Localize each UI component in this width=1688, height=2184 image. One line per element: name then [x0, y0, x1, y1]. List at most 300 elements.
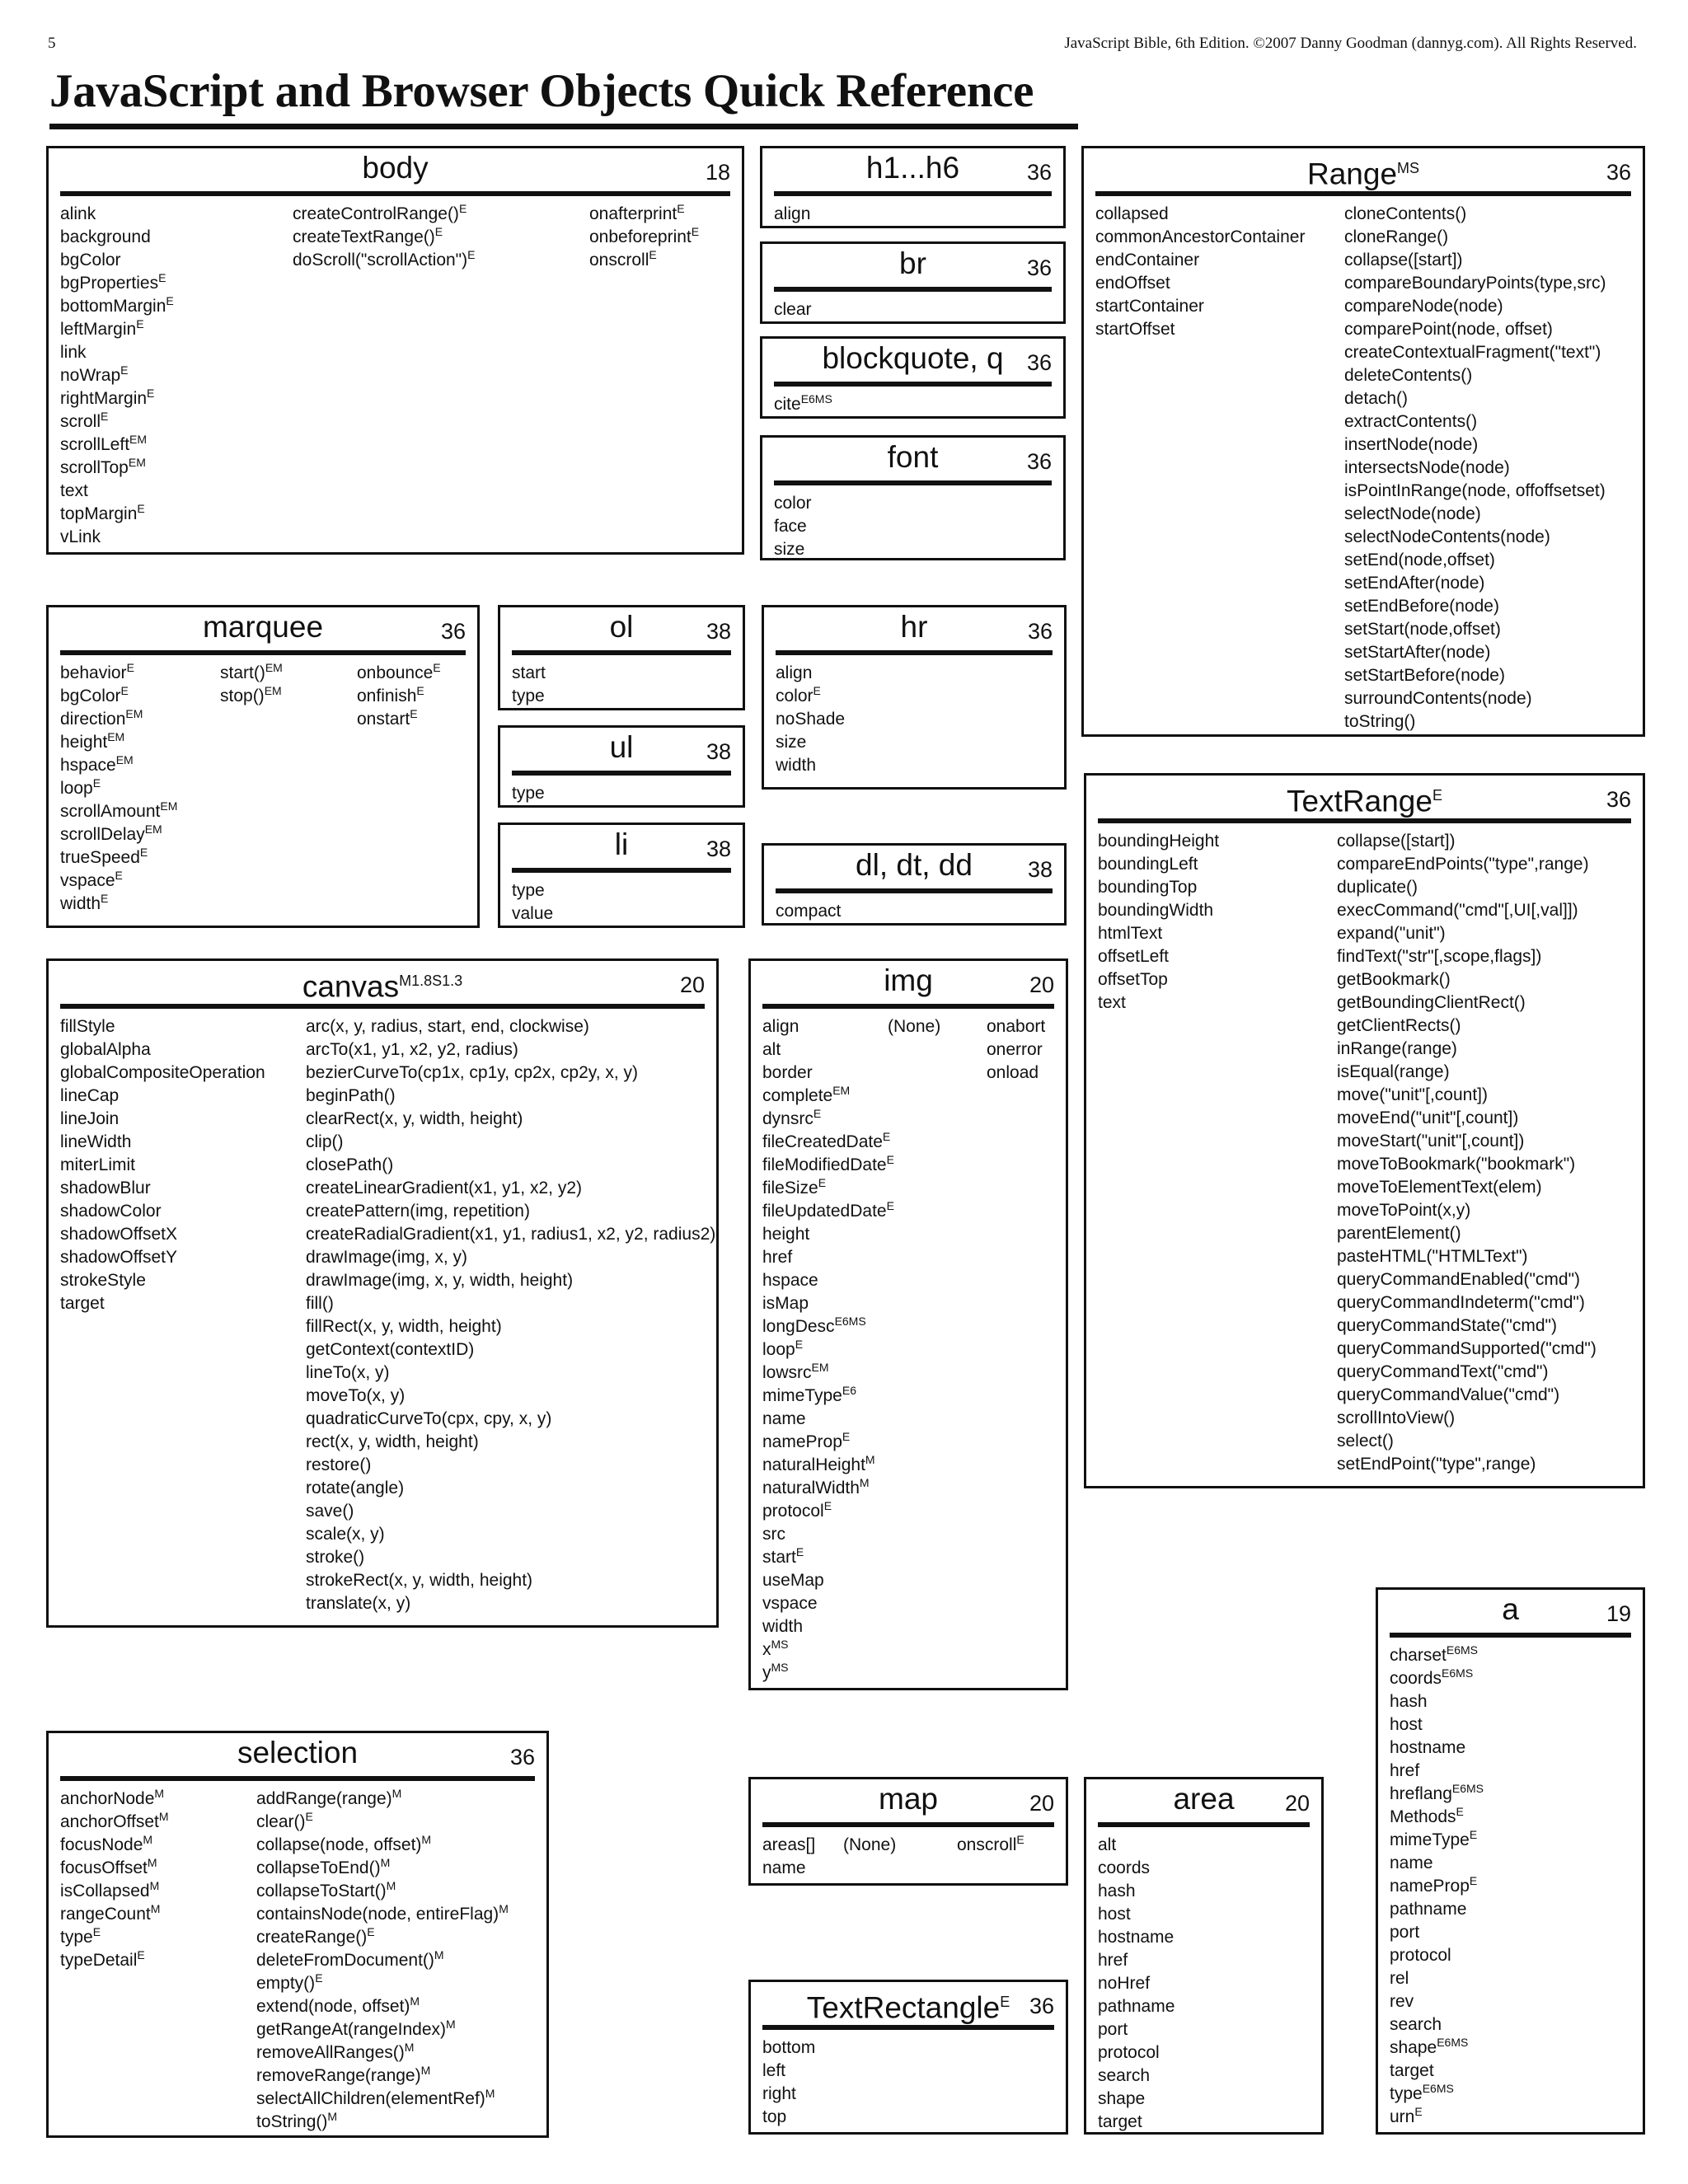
member-item [1344, 434, 1606, 457]
member-columns [49, 196, 742, 571]
member-item [762, 2106, 815, 2129]
properties-column [774, 393, 832, 416]
member-item [1344, 318, 1606, 341]
browser-support-marker: M [865, 1453, 875, 1466]
chapter-number: 36 [1026, 449, 1052, 474]
member-item [60, 1200, 265, 1223]
member-item [256, 1972, 509, 1995]
member-item [987, 1062, 1045, 1085]
member-item [762, 2036, 815, 2060]
member-name: nameProp [1390, 1877, 1470, 1896]
member-item [762, 1200, 894, 1223]
object-name [764, 847, 1064, 883]
area-box [1084, 1777, 1324, 2135]
member-name: strokeRect(x, y, width, height) [306, 1571, 533, 1590]
object-name-text: TextRange [1287, 784, 1432, 818]
methods-column [888, 1015, 940, 1038]
browser-support-marker: M [386, 1879, 396, 1892]
member-name: startOffset [1095, 320, 1175, 339]
member-name: right [762, 2084, 796, 2103]
member-name: nameProp [762, 1432, 842, 1451]
member-item [1337, 1176, 1597, 1199]
member-name: noHref [1098, 1974, 1151, 1993]
member-item [60, 226, 174, 249]
member-item [306, 1408, 715, 1431]
header-rule [762, 1822, 1054, 1827]
member-name: typeDetail [60, 1951, 138, 1970]
member-item [60, 662, 177, 685]
member-name: getBookmark() [1337, 970, 1451, 989]
member-item [1337, 945, 1597, 968]
browser-support-marker: M [421, 1833, 432, 1846]
member-item [1337, 1015, 1597, 1038]
member-name: bottom [762, 2038, 816, 2057]
member-name: moveToPoint(x,y) [1337, 1201, 1471, 1220]
member-item [1337, 1199, 1597, 1222]
li-box [498, 823, 745, 928]
member-item [1390, 1644, 1484, 1667]
member-name: size [774, 540, 805, 559]
browser-support-marker: E [101, 892, 109, 905]
object-name-text: blockquote, q [822, 341, 1004, 375]
member-item [1337, 1245, 1597, 1268]
object-name-text: hr [900, 610, 928, 644]
member-name: removeRange(range) [256, 2066, 421, 2085]
methods-column [1337, 830, 1597, 1476]
member-item [774, 515, 812, 538]
browser-support-marker: M [158, 1810, 169, 1823]
browser-support-marker: E [1456, 1805, 1464, 1818]
header-rule [776, 888, 1053, 893]
member-name: isPointInRange(node, offoffsetset) [1344, 481, 1606, 500]
member-name: pathname [1098, 1997, 1175, 2016]
member-item [1098, 968, 1219, 991]
member-item [1098, 2041, 1175, 2064]
member-item [776, 662, 845, 685]
object-name [1378, 1591, 1643, 1628]
member-name: onafterprint [589, 204, 678, 223]
member-item [774, 492, 812, 515]
browser-support-marker: E6MS [800, 392, 832, 405]
member-item [1095, 272, 1305, 295]
member-item [1337, 1130, 1597, 1153]
member-name: shadowColor [60, 1202, 162, 1221]
member-item [256, 2041, 509, 2064]
box-header [1086, 776, 1643, 817]
member-name: noShade [776, 710, 846, 729]
member-item [1344, 410, 1606, 434]
member-item [762, 1592, 894, 1615]
member-item [1390, 2013, 1484, 2036]
member-item [1344, 226, 1606, 249]
member-name: height [762, 1225, 810, 1244]
member-name: lowsrc [762, 1363, 812, 1382]
member-name: setStartAfter(node) [1344, 643, 1491, 662]
member-name: collapse(node, offset) [256, 1835, 422, 1854]
browser-support-marker: M [327, 2110, 338, 2123]
member-name: intersectsNode(node) [1344, 458, 1510, 477]
browser-support-marker: EM [265, 661, 283, 674]
member-item [1344, 526, 1606, 549]
browser-support-marker: E [691, 225, 700, 238]
member-name: scale(x, y) [306, 1525, 385, 1544]
member-item [1390, 2036, 1484, 2060]
member-item [60, 295, 174, 318]
browser-support-marker: E [410, 707, 418, 720]
member-name: onstart [357, 710, 410, 729]
browser-support-marker: E [305, 1810, 313, 1823]
member-name: start [762, 1548, 796, 1567]
member-name: createRange() [256, 1928, 368, 1947]
member-name: quadraticCurveTo(cpx, cpy, x, y) [306, 1409, 552, 1428]
object-name-text: selection [237, 1736, 359, 1769]
member-name: alt [762, 1040, 781, 1059]
member-name: align [774, 204, 811, 223]
box-header [762, 244, 1063, 285]
member-item [762, 1408, 894, 1431]
member-item [1344, 341, 1606, 364]
methods-column [1344, 203, 1606, 733]
member-name: lineCap [60, 1086, 120, 1105]
box-header [762, 148, 1063, 190]
member-item [1344, 249, 1606, 272]
member-name: offsetLeft [1098, 947, 1170, 966]
header-rule [774, 480, 1052, 485]
chapter-number: 20 [1029, 972, 1054, 997]
chapter-number: 38 [706, 739, 731, 764]
member-item [512, 782, 545, 805]
member-item [762, 1638, 894, 1661]
member-item [774, 203, 810, 226]
object-name-text: br [899, 246, 926, 280]
box-header [49, 1733, 546, 1774]
member-item [60, 480, 174, 503]
browser-support-marker: E [92, 776, 101, 790]
member-name: coords [1098, 1858, 1151, 1877]
member-name: findText("str"[,scope,flags]) [1337, 947, 1542, 966]
browser-support-marker: E6MS [1437, 2036, 1469, 2049]
member-item [60, 1949, 169, 1972]
member-item [512, 685, 546, 708]
member-name: vspace [60, 871, 115, 890]
member-item [306, 1523, 715, 1546]
member-name: hostname [1098, 1928, 1175, 1947]
member-item [1098, 991, 1219, 1015]
member-item [987, 1038, 1045, 1062]
browser-support-marker: E6MS [1442, 1666, 1474, 1680]
header-rule [1098, 1822, 1310, 1827]
member-name: moveEnd("unit"[,count]) [1337, 1108, 1519, 1127]
member-name: hspace [762, 1271, 818, 1290]
member-item [1337, 1338, 1597, 1361]
object-name-text: body [362, 151, 429, 185]
member-name: queryCommandIndeterm("cmd") [1337, 1293, 1585, 1312]
member-item [256, 2018, 509, 2041]
object-name-text: canvas [302, 969, 400, 1004]
member-name: compareNode(node) [1344, 297, 1503, 316]
member-name: save() [306, 1502, 354, 1521]
box-header [49, 148, 742, 190]
member-name: drawImage(img, x, y) [306, 1248, 468, 1267]
object-name-text: ul [609, 730, 634, 764]
member-name: endOffset [1095, 274, 1170, 293]
member-name: arc(x, y, radius, start, end, clockwise) [306, 1017, 589, 1036]
member-name: lineWidth [60, 1132, 132, 1151]
object-name-text: map [879, 1782, 938, 1816]
browser-support-marker: E [1016, 1833, 1025, 1846]
browser-support-marker: M [147, 1856, 157, 1869]
member-name: commonAncestorContainer [1095, 227, 1306, 246]
member-name: isEqual(range) [1337, 1062, 1450, 1081]
member-item [1337, 899, 1597, 922]
member-name: extend(node, offset) [256, 1997, 410, 2016]
member-item [762, 1085, 894, 1108]
blockquote-box [760, 336, 1066, 419]
member-item [1098, 2111, 1175, 2134]
member-item [1098, 899, 1219, 922]
member-name: lineJoin [60, 1109, 120, 1128]
properties-column [1098, 1834, 1175, 2134]
range-box [1081, 146, 1645, 737]
member-item [256, 1949, 509, 1972]
member-name: scrollTop [60, 458, 129, 477]
member-item [762, 2060, 815, 2083]
member-name: hash [1098, 1882, 1136, 1900]
member-item [776, 708, 845, 731]
member-name: fill() [306, 1294, 334, 1313]
member-name: toString() [256, 2112, 328, 2131]
member-name: insertNode(node) [1344, 435, 1479, 454]
member-item [60, 203, 174, 226]
member-item [1344, 364, 1606, 387]
browser-support-marker: EM [832, 1084, 851, 1097]
member-name: host [1098, 1905, 1131, 1924]
chapter-number: 36 [1606, 160, 1631, 185]
properties-column [60, 662, 177, 916]
member-item [1344, 641, 1606, 664]
browser-support-marker: M [434, 1948, 444, 1961]
header-rule [512, 650, 731, 655]
member-name: move("unit"[,count]) [1337, 1085, 1488, 1104]
properties-column [512, 662, 546, 708]
member-item [306, 1385, 715, 1408]
properties-column [776, 662, 845, 777]
member-name: lineTo(x, y) [306, 1363, 390, 1382]
browser-support-marker: E [158, 271, 166, 284]
properties-column [1098, 830, 1219, 1015]
header-rule [776, 650, 1053, 655]
member-name: setEndPoint("type",range) [1337, 1455, 1536, 1474]
member-item [762, 1062, 894, 1085]
a-box [1376, 1587, 1645, 2135]
member-item [1344, 595, 1606, 618]
member-item [762, 1131, 894, 1154]
object-name [49, 150, 742, 186]
properties-column [512, 879, 553, 926]
img-box [748, 958, 1068, 1690]
member-name: empty() [256, 1974, 316, 1993]
methods-column [843, 1834, 896, 1857]
member-name: setEnd(node,offset) [1344, 551, 1495, 569]
member-name: color [774, 494, 812, 513]
chapter-number: 36 [1026, 255, 1052, 280]
member-item [762, 1315, 894, 1338]
member-name: charset [1390, 1646, 1447, 1665]
member-item [1337, 1384, 1597, 1407]
member-name: onscroll [957, 1835, 1017, 1854]
member-item [256, 1880, 509, 1903]
member-name: parentElement() [1337, 1224, 1461, 1243]
member-item [256, 1788, 509, 1811]
member-item [1390, 1713, 1484, 1736]
browser-support-marker: EM [129, 433, 148, 446]
member-name: rotate(angle) [306, 1479, 405, 1497]
member-name: shadowOffsetY [60, 1248, 178, 1267]
browser-support-marker: MS [1397, 160, 1420, 176]
member-name: clear() [256, 1812, 306, 1831]
member-name: hostname [1390, 1738, 1466, 1757]
member-name: shadowBlur [60, 1179, 151, 1197]
member-item [220, 685, 283, 708]
member-name: selectAllChildren(elementRef) [256, 2089, 485, 2108]
member-item [1390, 2083, 1484, 2106]
member-item [60, 1292, 265, 1315]
member-item [1344, 387, 1606, 410]
header-rule [60, 1776, 535, 1781]
member-name: doScroll("scrollAction") [293, 251, 468, 269]
page-title: JavaScript and Browser Objects Quick Reference [49, 63, 1078, 129]
header-rule [512, 771, 731, 776]
object-name-text: a [1502, 1592, 1519, 1626]
member-name: bgProperties [60, 274, 159, 293]
member-item [1098, 1834, 1175, 1857]
member-name: rangeCount [60, 1905, 151, 1924]
member-item [762, 2083, 815, 2106]
member-item [306, 1062, 715, 1085]
browser-support-marker: M [404, 2041, 415, 2054]
member-item [774, 538, 812, 561]
browser-support-marker: E [1000, 1994, 1010, 2010]
font-box [760, 435, 1066, 560]
member-name: queryCommandEnabled("cmd") [1337, 1270, 1581, 1289]
member-name: select() [1337, 1432, 1394, 1451]
event-handlers-column [589, 203, 699, 272]
member-item [843, 1834, 896, 1857]
member-name: offsetTop [1098, 970, 1168, 989]
member-name: focusNode [60, 1835, 143, 1854]
member-name: createContextualFragment("text") [1344, 343, 1601, 362]
member-item [60, 823, 177, 846]
member-item [306, 1200, 715, 1223]
member-name: loop [60, 779, 93, 798]
properties-column [60, 1788, 169, 1972]
member-item [293, 203, 475, 226]
member-name: collapse([start]) [1337, 832, 1456, 851]
member-name: moveStart("unit"[,count]) [1337, 1132, 1525, 1151]
browser-support-marker: EM [125, 707, 143, 720]
member-item [762, 1431, 894, 1454]
member-item [357, 708, 441, 731]
member-item [1095, 249, 1305, 272]
member-item [60, 1811, 169, 1834]
member-item [60, 869, 177, 893]
member-item [306, 1477, 715, 1500]
properties-column [762, 1834, 815, 1880]
member-name: restore() [306, 1455, 372, 1474]
member-item [1390, 1690, 1484, 1713]
object-name-text: dl, dt, dd [856, 848, 973, 882]
browser-support-marker: M [143, 1833, 153, 1846]
member-name: href [762, 1248, 793, 1267]
member-name: align [762, 1017, 799, 1036]
box-header [751, 1982, 1066, 2023]
member-name: globalAlpha [60, 1040, 151, 1059]
member-name: type [1390, 2084, 1423, 2103]
browser-support-marker: E [120, 684, 129, 697]
member-item [60, 503, 174, 526]
member-name: onerror [987, 1040, 1043, 1059]
member-item [306, 1177, 715, 1200]
member-item [1337, 876, 1597, 899]
member-item [1098, 2018, 1175, 2041]
member-item [1344, 272, 1606, 295]
member-name: protocol [762, 1502, 824, 1521]
member-item [60, 777, 177, 800]
member-item [306, 1131, 715, 1154]
member-item [762, 1292, 894, 1315]
member-item [512, 879, 553, 902]
member-name: rightMargin [60, 389, 148, 408]
member-name: getContext(contextID) [306, 1340, 475, 1359]
properties-column [1095, 203, 1305, 341]
member-item [1344, 295, 1606, 318]
properties-column [774, 298, 812, 321]
member-item [60, 1788, 169, 1811]
member-item [306, 1269, 715, 1292]
member-name: queryCommandState("cmd") [1337, 1316, 1558, 1335]
member-name: miterLimit [60, 1155, 136, 1174]
member-name: loop [762, 1340, 795, 1359]
member-item [306, 1338, 715, 1361]
box-header [751, 961, 1066, 1002]
member-item [762, 1246, 894, 1269]
member-item [306, 1361, 715, 1385]
member-name: getBoundingClientRect() [1337, 993, 1526, 1012]
browser-support-marker: E6MS [1422, 2082, 1454, 2095]
member-name: selectNodeContents(node) [1344, 527, 1550, 546]
browser-support-marker: E [886, 1153, 894, 1166]
member-name: clip() [306, 1132, 344, 1151]
member-item [306, 1015, 715, 1038]
browser-support-marker: M [499, 1902, 509, 1915]
member-item [60, 1085, 265, 1108]
member-item [306, 1108, 715, 1131]
member-item [1344, 664, 1606, 687]
member-name: containsNode(node, entireFlag) [256, 1905, 499, 1924]
chapter-number: 19 [1606, 1601, 1631, 1626]
header-rule [512, 868, 731, 873]
object-name [751, 963, 1066, 999]
chapter-number: 36 [1026, 350, 1052, 375]
browser-support-marker: M [485, 2087, 495, 2100]
member-name: comparePoint(node, offset) [1344, 320, 1553, 339]
member-name: type [60, 1928, 93, 1947]
object-name [762, 150, 1063, 186]
event-handlers-column [357, 662, 441, 731]
member-item [60, 1269, 265, 1292]
object-name [764, 609, 1064, 645]
member-item [306, 1546, 715, 1569]
